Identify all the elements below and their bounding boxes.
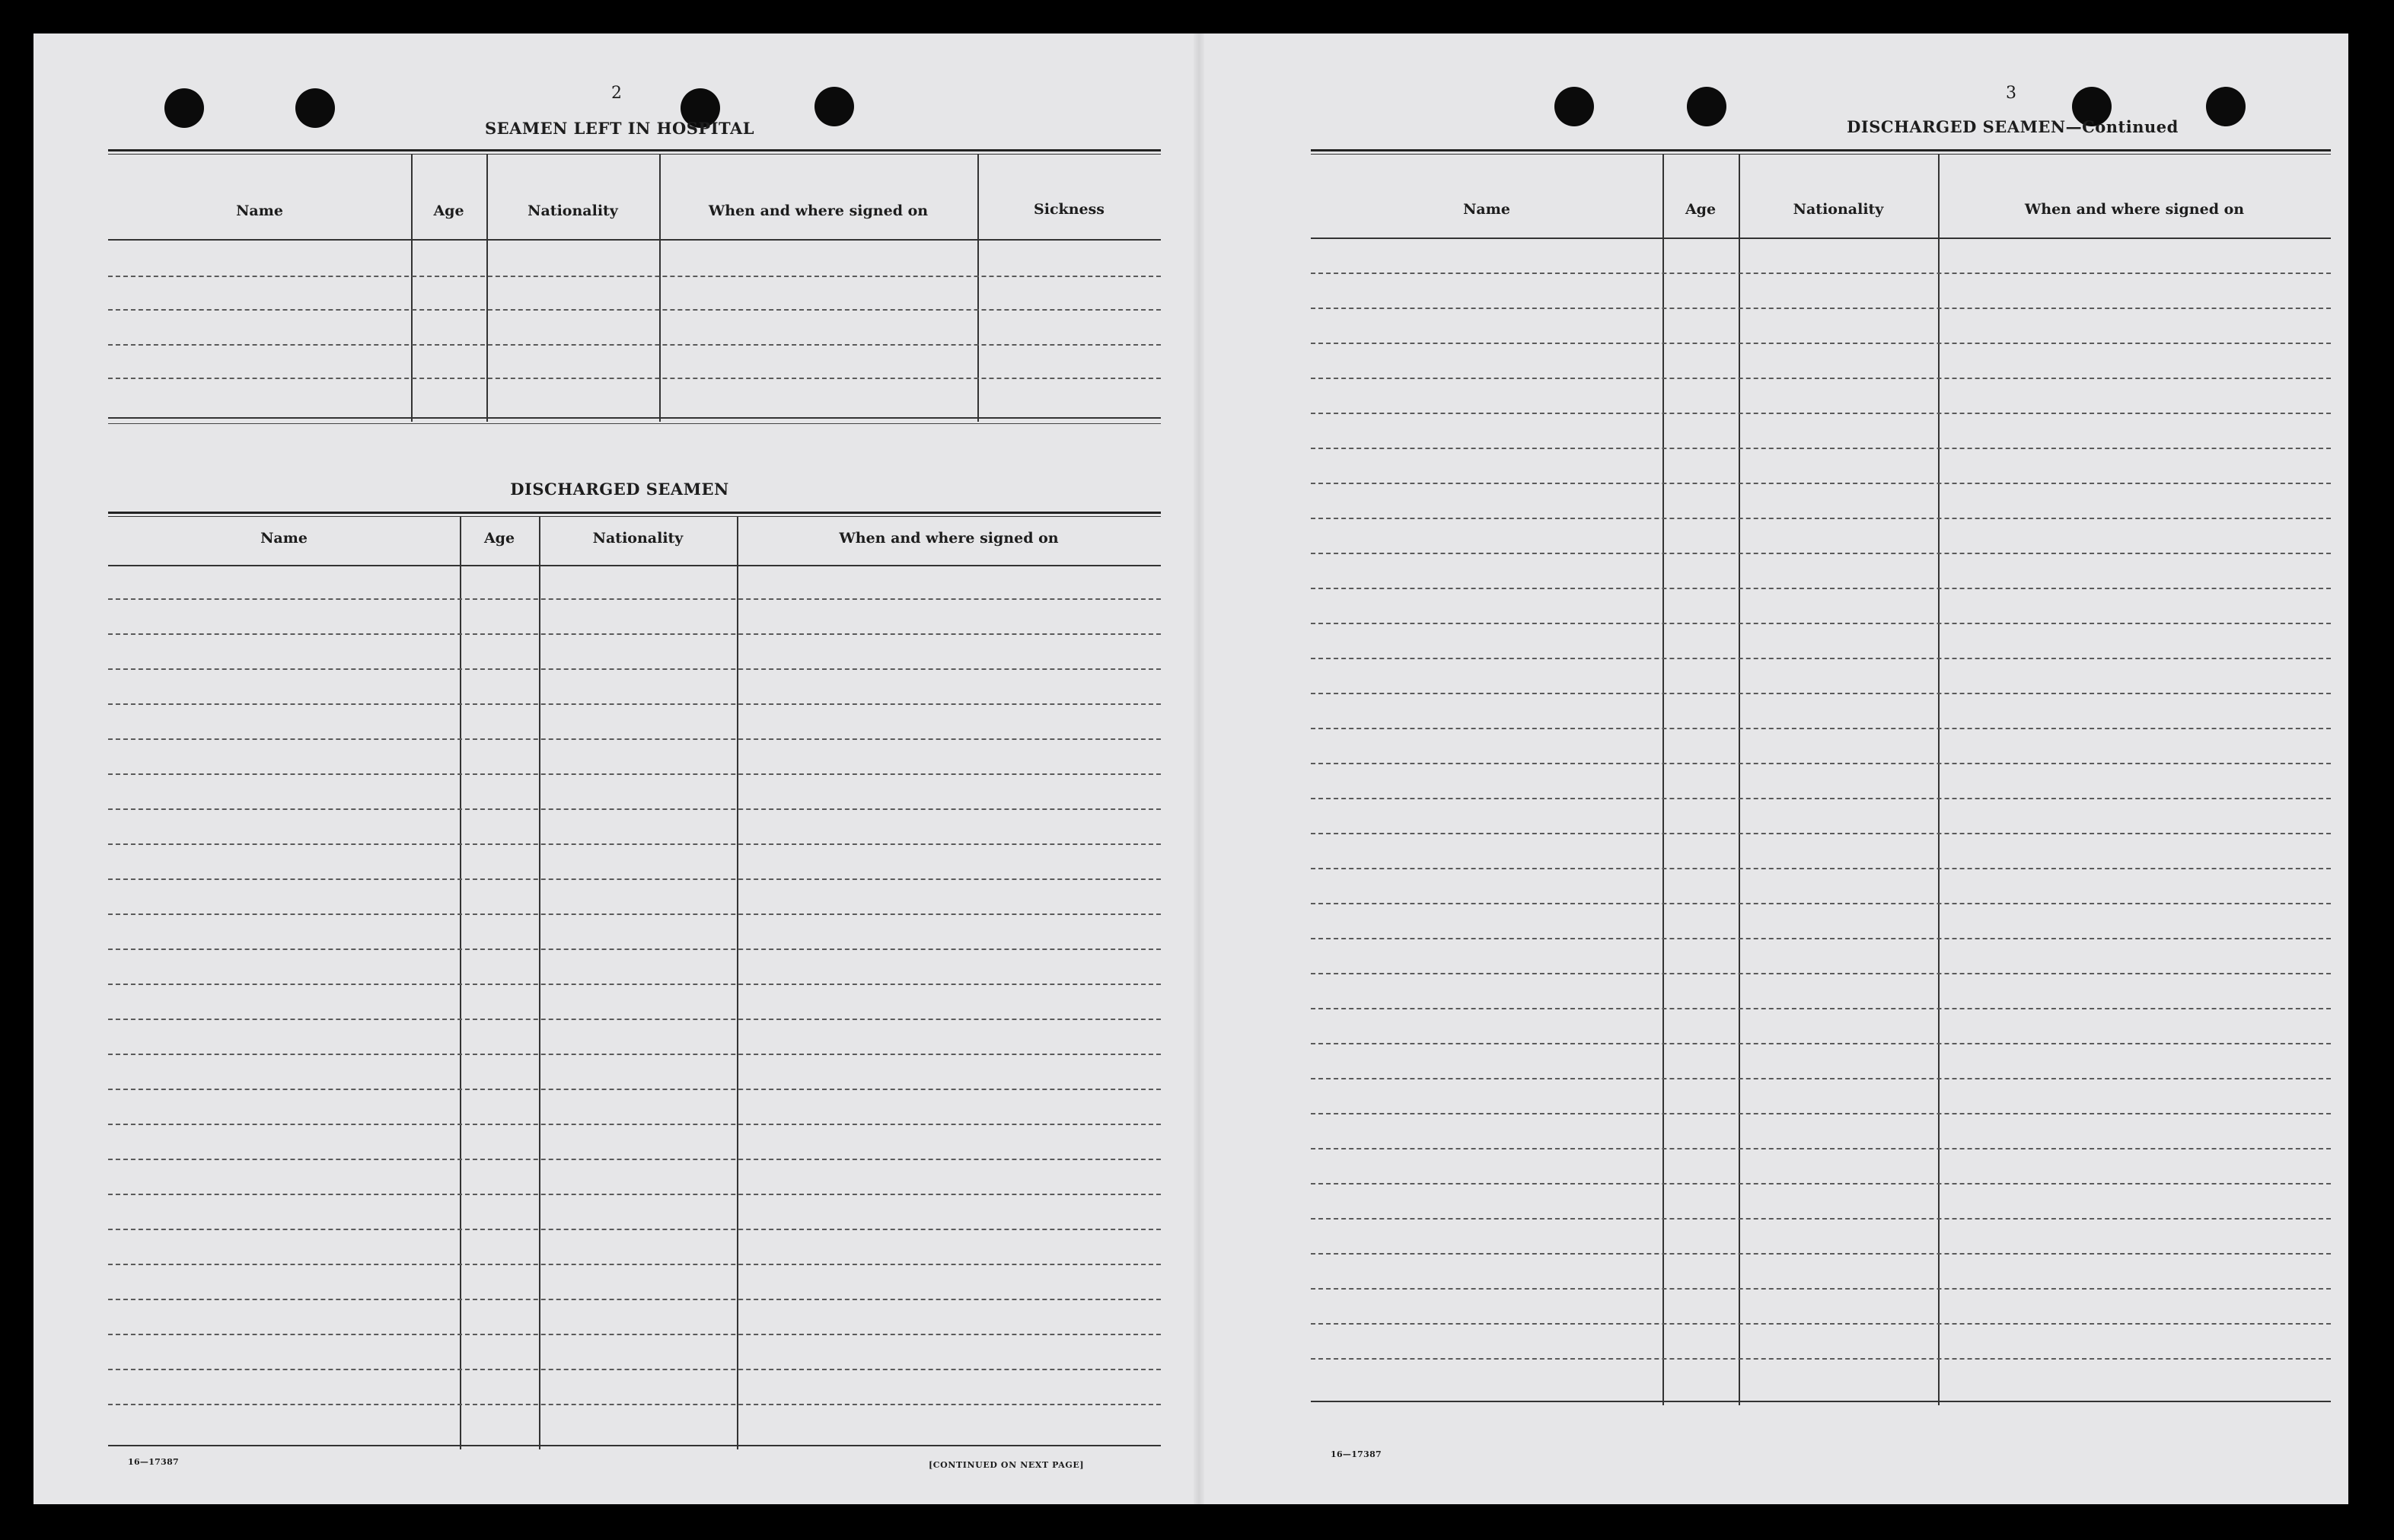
punch-hole-icon <box>1687 87 1726 126</box>
header-nationality: Nationality <box>1793 201 1884 218</box>
page-number: 2 <box>611 84 622 103</box>
scanned-document <box>33 33 2348 1504</box>
header-name: Name <box>260 530 308 547</box>
header-nationality: Nationality <box>592 530 684 547</box>
discharged-continued-table <box>1311 149 2331 1443</box>
discharged-continued-title <box>1845 117 2180 136</box>
header-nationality: Nationality <box>528 202 618 219</box>
left-page <box>33 33 1191 1504</box>
header-when-where: When and where signed on <box>839 530 1059 547</box>
header-sickness: Sickness <box>1034 201 1105 218</box>
page-number: 3 <box>2006 84 2016 103</box>
discharged-continued-title-suffix: —Continued <box>2065 117 2179 136</box>
punch-hole-icon <box>814 87 854 126</box>
header-name: Name <box>236 202 283 219</box>
discharged-table <box>108 512 1161 1452</box>
header-age: Age <box>1685 201 1717 218</box>
hospital-section-title: SEAMEN LEFT IN HOSPITAL <box>484 119 755 138</box>
continued-note: [CONTINUED ON NEXT PAGE] <box>929 1460 1085 1470</box>
form-code: 16—17387 <box>128 1457 179 1467</box>
hospital-table <box>108 149 1161 461</box>
punch-hole-icon <box>2206 87 2246 126</box>
punch-hole-icon <box>164 88 204 128</box>
page-fold <box>1194 33 1204 1504</box>
right-page <box>1206 33 2348 1504</box>
header-age: Age <box>433 202 464 219</box>
discharged-section-title: DISCHARGED SEAMEN <box>510 480 729 499</box>
discharged-continued-title-main: DISCHARGED SEAMEN <box>1847 117 2066 136</box>
punch-hole-icon <box>1554 87 1594 126</box>
form-code: 16—17387 <box>1331 1449 1382 1459</box>
header-name: Name <box>1463 201 1510 218</box>
header-when-where: When and where signed on <box>708 202 929 219</box>
punch-hole-icon <box>295 88 335 128</box>
header-age: Age <box>483 530 515 547</box>
header-when-where: When and where signed on <box>2024 201 2245 218</box>
